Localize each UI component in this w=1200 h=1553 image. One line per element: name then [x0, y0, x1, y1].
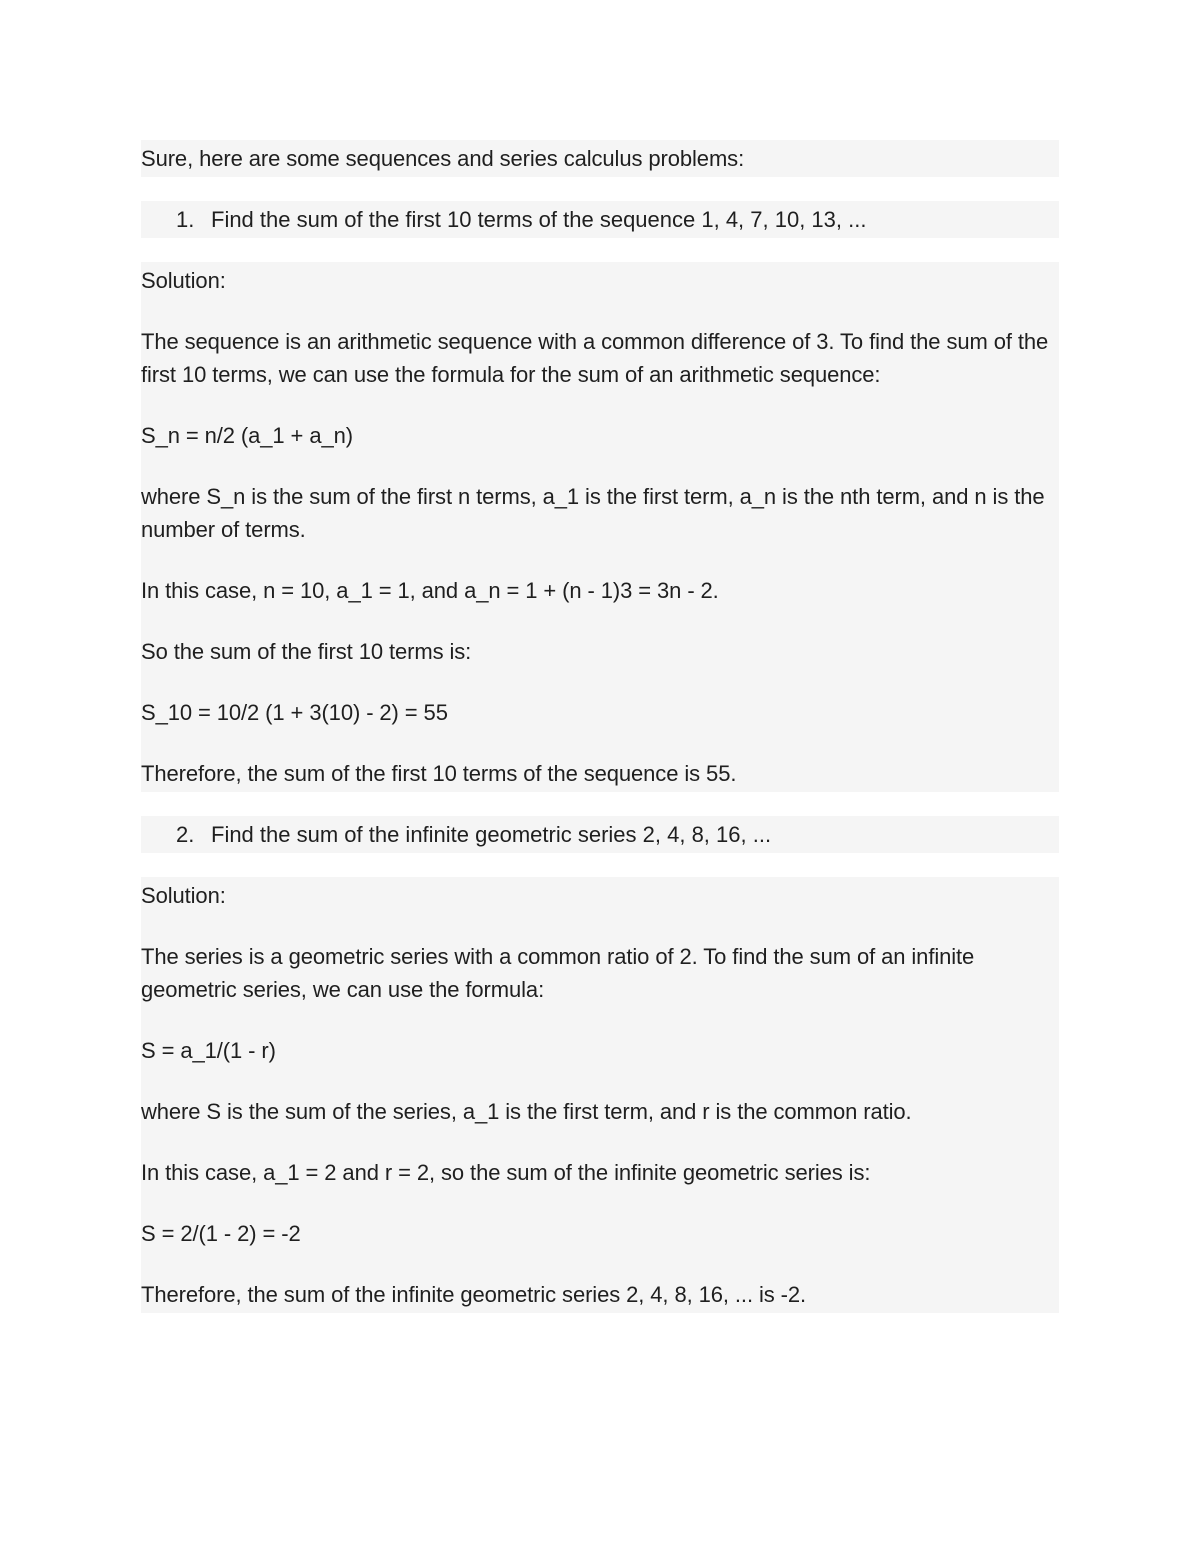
- solution-label: Solution:: [141, 883, 226, 908]
- conclusion: Therefore, the sum of the first 10 terms of the sequence is 55.: [141, 761, 737, 786]
- problem-1-question-block: [141, 201, 1059, 238]
- problem-question: Find the sum of the infinite geometric series 2, 4, 8, 16, ...: [211, 822, 772, 847]
- formula: S_n = n/2 (a_1 + a_n): [141, 423, 353, 448]
- problem-1-solution-block: [141, 262, 1059, 792]
- problem-2-question-block: [141, 816, 1059, 853]
- solution-paragraph: where S is the sum of the series, a_1 is the first term, and r is the common ratio.: [141, 1099, 912, 1124]
- list-item: [141, 818, 1059, 851]
- solution-paragraph: In this case, n = 10, a_1 = 1, and a_n = 1 + (n - 1)3 = 3n - 2.: [141, 578, 719, 603]
- solution-paragraph: In this case, a_1 = 2 and r = 2, so the sum of the infinite geometric series is:: [141, 1160, 871, 1185]
- problem-2-solution-block: [141, 877, 1059, 1313]
- solution-label: Solution:: [141, 268, 226, 293]
- calculation: S_10 = 10/2 (1 + 3(10) - 2) = 55: [141, 700, 448, 725]
- document-page: [141, 140, 1059, 1313]
- solution-paragraph: So the sum of the first 10 terms is:: [141, 639, 472, 664]
- solution-paragraph: where S_n is the sum of the first n terms, a_1 is the first term, a_n is the nth term, and n is the number of terms.: [141, 484, 1045, 542]
- list-item: [141, 203, 1059, 236]
- list-number: 1.: [176, 207, 195, 232]
- solution-paragraph: The sequence is an arithmetic sequence with a common difference of 3. To find the sum of the first 10 terms, we can use the formula for the sum of an arithmetic sequence:: [141, 329, 1049, 387]
- solution-paragraph: The series is a geometric series with a common ratio of 2. To find the sum of an infinite geometric series, we can use the formula:: [141, 944, 975, 1002]
- problem-question: Find the sum of the first 10 terms of the sequence 1, 4, 7, 10, 13, ...: [211, 207, 867, 232]
- list-number: 2.: [176, 822, 195, 847]
- formula: S = a_1/(1 - r): [141, 1038, 276, 1063]
- intro-block: [141, 140, 1059, 177]
- intro-text: Sure, here are some sequences and series calculus problems:: [141, 146, 745, 171]
- conclusion: Therefore, the sum of the infinite geometric series 2, 4, 8, 16, ... is -2.: [141, 1282, 807, 1307]
- calculation: S = 2/(1 - 2) = -2: [141, 1221, 301, 1246]
